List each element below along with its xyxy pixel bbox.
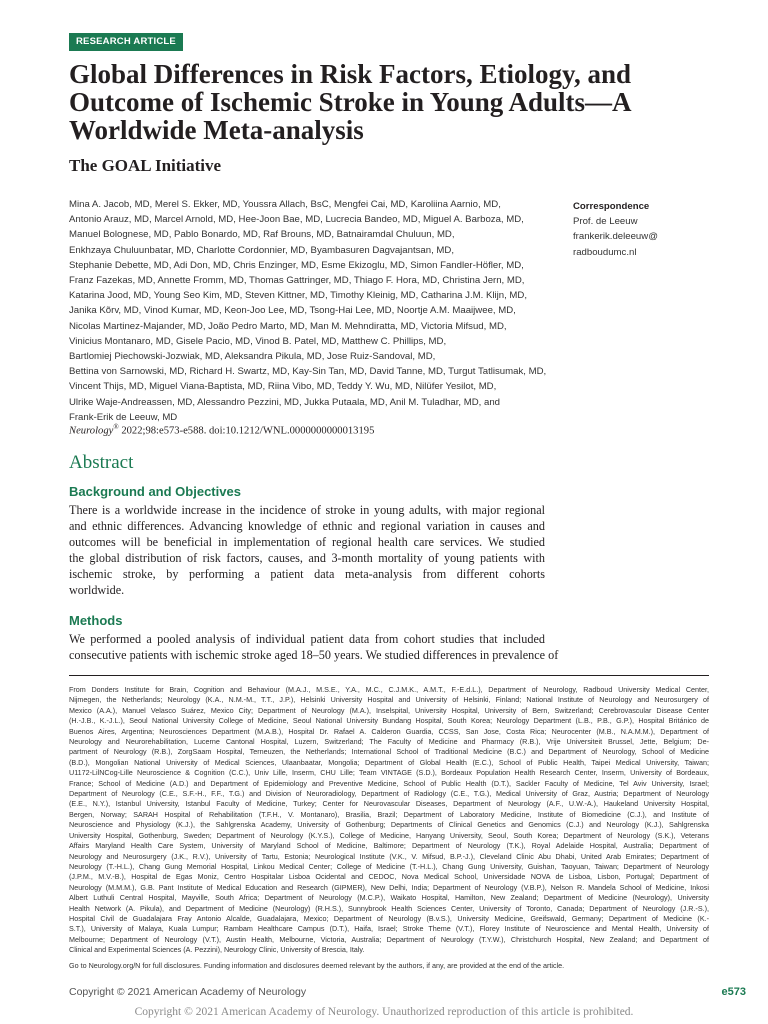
paragraph-line: outcomes will be beneficial in implementation of regional health care services. We studied: [69, 535, 545, 549]
author-line: Ulrike Waje-Andreassen, MD, Alessandro Pezzini, MD, Jukka Putaala, MD, Anil M. Tuladhar, MD, and: [69, 396, 501, 408]
affiliation-line: U1172-LilNCog-Lille Neuroscience & Cognition (C.C.), Univ Lille, Inserm, CHU Lille; Team VINTAGE (S.D.), Bordeaux Population Health Research Center, Inserm, University of Bordeaux,: [69, 768, 709, 778]
correspondence-email-line-2[interactable]: radboudumc.nl: [573, 246, 637, 258]
author-line: Katarina Jood, MD, Young Seo Kim, MD, Steven Kittner, MD, Timothy Kleinig, MD, Catharina J.M. Klijn, MD,: [69, 290, 528, 302]
affiliations: [69, 685, 709, 956]
affiliation-line: Buenos Aires, Argentina; Neurosciences Department (M.A.B.), Hospital Dr. Rafael A. Calderon Guardia, CCSS, San Jose, Costa Rica; Neurocenter (M.B., N.A.M.M.), Department of: [69, 726, 709, 736]
paragraph-line: There is a worldwide increase in the incidence of stroke in young adults, with major regional: [69, 503, 545, 517]
methods-paragraph: [69, 631, 559, 663]
article-subtitle: The GOAL Initiative: [69, 156, 222, 175]
disclosure-note: Go to Neurology.org/N for full disclosures. Funding information and disclosures deemed relevant by the authors, if any, are provided at the end of the article.: [69, 961, 565, 970]
page-number: e573: [721, 986, 746, 998]
author-list: [69, 197, 559, 425]
affiliation-line: Melbourne; Department of Neurology (V.T.), Austin Health, Melbourne, Victoria, Australia; Department of Neurology (T.Y.W.), Christchurch Hospital, New Zealand; and Department of: [69, 934, 709, 944]
abstract-heading: Abstract: [69, 452, 134, 473]
affiliation-line: Bergen, Norway; SARAH Hospital of Rehabilitation (T.F.H., V. Montanaro), Brasilia, Brazil; Department of Laboratory Medicine, Institute of Biomedicine (C.J.), and Institute of: [69, 809, 709, 819]
background-heading: Background and Objectives: [69, 484, 241, 499]
article-title: [69, 60, 709, 144]
affiliation-line: (E.E., N.Y.), Istanbul University, Istanbul Faculty of Medicine, Turkey; Center for Neurovascular Diseases, Department of Neurology (A.F., U.W.-A.), Haukeland University Hospital,: [69, 799, 709, 809]
affiliation-line: Clinical and Experimental Sciences (A. Pezzini), Neurology Clinic, University of Brescia, Italy.: [69, 945, 365, 955]
affiliation-line: Nijmegen, the Netherlands; Neurology (K.A., N.M.-M., T.T., J.P.), Helsinki University Hospital and University of Helsinki, Finland; National Institute of Neurology and Neurosurgery of: [69, 695, 709, 705]
affiliation-line: Mexico (A.A.), Manuel Velasco Suárez, Mexico City; Department of Neurology (M.A.), Inselspital, University Hospital, University of Bern, Switzerland; Cerebrovascular Disease Center: [69, 705, 709, 715]
affiliation-line: (J.P.M., M.V.-B.), Hospital de Egas Moniz, Centro Hospitalar Lisboa Ocidental and CEDOC, Nova Medical School, Universidade NOVA de Lisboa, Lisbon, Portugal; Department of: [69, 872, 709, 882]
author-line: Stephanie Debette, MD, Adi Don, MD, Chris Enzinger, MD, Esme Ekizoglu, MD, Simon Fandler-Höfler, MD,: [69, 259, 524, 271]
paragraph-line: ischemic stroke, by performing a patient data meta-analysis from different cohorts: [69, 567, 545, 581]
affiliation-line: Department of Neurology (C.E., S.F.-H., F.F., T.G.) and Division of Neuroradiology, Department of Radiology (C.E., T.G.), Medical University of Graz, Austria; Department of Neurology: [69, 789, 709, 799]
section-divider: [69, 675, 709, 676]
background-paragraph: [69, 502, 545, 598]
paragraph-line: and ethnic differences. Advancing knowledge of ethnic and regional variation in causes and: [69, 519, 545, 533]
affiliation-line: From Donders Institute for Brain, Cognition and Behaviour (M.A.J., M.S.E., Y.A., M.C., C.J.M.K., A.M.T., F.-E.d.L.), Department of Neurology, Radboud University Medical Center,: [69, 685, 709, 694]
author-line: Franz Fazekas, MD, Annette Fromm, MD, Thomas Gattringer, MD, Thiago F. Hora, MD, Christina Jern, MD,: [69, 275, 525, 287]
citation-journal: Neurology: [69, 425, 114, 437]
affiliation-line: University Hospital, Gothenburg, Sweden; Department of Neurology (K.Y.S.), College of Medicine, Hanyang University, Seoul, South Korea; Department of Neurology (S.K.), Veterans: [69, 830, 709, 840]
citation: [69, 423, 374, 437]
affiliation-line: Neurology (M.M.M.), G.B. Pant Institute of Medical Education and Research (GIPMER), New Delhi, India; Department of Neurology (V.B.P.), Nelson R. Mandela School of Medicine, Inkosi: [69, 882, 709, 892]
author-line: Nicolas Martinez-Majander, MD, João Pedro Marto, MD, Man M. Mehndiratta, MD, Victoria Mifsud, MD,: [69, 320, 507, 332]
affiliation-line: S.T.), University of Malaya, Kuala Lumpur; Rambam Healthcare Campus (D.T.), Haifa, Israel; Stroke Theme (V.T.), Florey Institute of Neuroscience and Mental Health, University of: [69, 924, 709, 934]
paragraph-line: We performed a pooled analysis of individual patient data from cohort studies that included: [69, 632, 545, 646]
affiliation-line: partment of Neurology (R.B.), ZorgSaam Hospital, Terneuzen, the Netherlands; International School of Traditional Medicine (B.C.) and Department of Neurology, School of Medicine: [69, 747, 709, 757]
author-line: Bartlomiej Piechowski-Jozwiak, MD, Aleksandra Pikula, MD, Jose Ruiz-Sandoval, MD,: [69, 351, 436, 363]
affiliation-line: Hospital Civil de Guadalajara Fray Antonio Alcalde, Guadalajara, Mexico; Department of Neurology (B.v.S.), University Medicine, Greifswald, Germany; Department of Medicine (K.-: [69, 913, 709, 923]
affiliation-line: Neurology (T.-H.L.), Chang Gung Memorial Hospital, Linkou Medical Center; College of Medicine (T.-H.L.), Chang Gung University, Guishan, Taoyuan, Taiwan; Department of Neurology: [69, 861, 709, 871]
affiliation-line: Albert Luthuli Central Hospital, Mayville, South Africa; Department of Neurology (M.C.P.), Waikato Hospital, Hamilton, New Zealand; Department of Medicine (Neurology), University: [69, 893, 709, 903]
affiliation-line: (H.-J.B., K.-J.L.), Seoul National University College of Medicine, Seoul National University Bundang Hospital, South Korea; Neurology Department (L.B., P.B., G.P.), Hospital Británico de: [69, 716, 709, 726]
affiliation-line: Neurology and Neurorehabilitation, Lucerne Cantonal Hospital, Luzern, Switzerland; The Faculty of Medicine and Pharmacy (R.B.), Vrije Universiteit Brussel, Jette, Belgium; De-: [69, 737, 709, 747]
affiliation-line: Neurology and Neurosurgery (J.K., R.V.), University of Tartu, Estonia; Neurological Institute (V.K., V. Mifsud, B.P.-J.), Cleveland Clinic Abu Dhabi, United Arab Emirates; Department of: [69, 851, 709, 861]
paragraph-line: consecutive patients with ischemic stroke aged 18–50 years. We studied differences in prevalence of: [69, 648, 559, 662]
author-line: Frank-Erik de Leeuw, MD: [69, 411, 178, 423]
article-type-badge: RESEARCH ARTICLE: [69, 33, 183, 51]
title-line: Worldwide Meta-analysis: [69, 115, 364, 145]
author-line: Vincent Thijs, MD, Miguel Viana-Baptista, MD, Riina Vibo, MD, Teddy Y. Wu, MD, Nilüfer Yesilot, MD,: [69, 381, 497, 393]
citation-details: 2022;98:e573-e588. doi:10.1212/WNL.0000000000013195: [118, 425, 375, 437]
author-line: Vinicius Montanaro, MD, Gisele Pacio, MD, Vinod B. Patel, MD, Matthew C. Phillips, MD,: [69, 335, 447, 347]
copyright-watermark: Copyright © 2021 American Academy of Neurology. Unauthorized reproduction of this article is prohibited.: [134, 1006, 634, 1018]
correspondence-block: [573, 199, 713, 260]
affiliation-line: (B.D.), Mongolian National University of Medical Sciences, Ulaanbaatar, Mongolia; Department of Global Health (E.C.), School of Public Health, Taipei Medical University, Taiwan;: [69, 757, 709, 767]
affiliation-line: Neuroscience and Physiology (K.J.), the Sahlgrenska Academy, University of Gothenburg; Departments of Clinical Genetics and Genomics (C.J.) and Neurology (K.J.), Sahlgrenska: [69, 820, 709, 830]
author-line: Enkhzaya Chuluunbatar, MD, Charlotte Cordonnier, MD, Byambasuren Dagvajantsan, MD,: [69, 244, 455, 256]
title-line: Global Differences in Risk Factors, Etiology, and: [69, 59, 632, 89]
correspondence-email-line-1[interactable]: frankerik.deleeuw@: [573, 231, 658, 243]
affiliation-line: Health Network (A. Pikula), and Department of Medicine (Neurology) (R.H.S.), Sunnybrook Health Sciences Center, University of Toronto, Canada; Department of Neurology (J.R.-S.),: [69, 903, 709, 913]
correspondence-name: Prof. de Leeuw: [573, 216, 638, 228]
affiliation-line: France; School of Medicine (A.D.) and Department of Epidemiology and Preventive Medicine, School of Public Health (D.T.), Sackler Faculty of Medicine, Tel Aviv University, Israel;: [69, 778, 709, 788]
correspondence-heading: Correspondence: [573, 201, 650, 212]
title-line: Outcome of Ischemic Stroke in Young Adults—A: [69, 87, 632, 117]
footer-copyright: Copyright © 2021 American Academy of Neurology: [69, 986, 307, 998]
author-line: Antonio Arauz, MD, Marcel Arnold, MD, Hee-Joon Bae, MD, Lucrecia Bandeo, MD, Miguel A. Barboza, MD,: [69, 214, 524, 226]
author-line: Janika Kõrv, MD, Vinod Kumar, MD, Keon-Joo Lee, MD, Tsong-Hai Lee, MD, Noortje A.M. Maaijwee, MD,: [69, 305, 516, 317]
registered-mark: ®: [113, 423, 119, 431]
author-line: Bettina von Sarnowski, MD, Richard H. Swartz, MD, Kay-Sin Tan, MD, David Tanne, MD, Turgut Tatlisumak, MD,: [69, 366, 547, 378]
paragraph-line: the global distribution of risk factors, causes, and 3-month mortality of young patients with: [69, 551, 545, 565]
paragraph-line: worldwide.: [69, 583, 125, 597]
methods-heading: Methods: [69, 613, 123, 628]
affiliation-line: Affairs Maryland Health Care System, University of Maryland School of Medicine, Baltimore; Department of Neurology (T.K.), Royal Adelaide Hospital, Australia; Department of: [69, 841, 709, 851]
author-line: Manuel Bolognese, MD, Pablo Bonardo, MD, Raf Brouns, MD, Batnairamdal Chuluun, MD,: [69, 229, 455, 241]
author-line: Mina A. Jacob, MD, Merel S. Ekker, MD, Youssra Allach, BsC, Mengfei Cai, MD, Karoliina Aarnio, MD,: [69, 199, 501, 210]
